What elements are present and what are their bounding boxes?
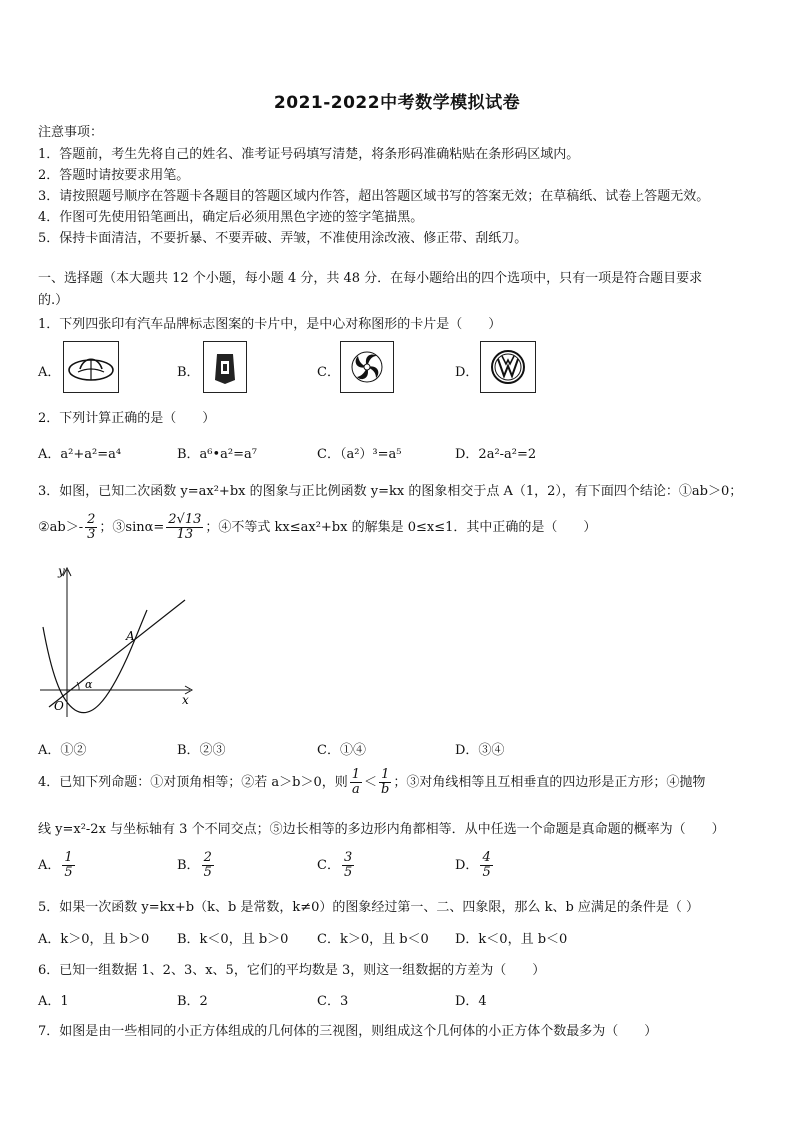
q6-option-d: D．4 (455, 994, 487, 1009)
section-heading: 一、选择题（本大题共 12 个小题，每小题 4 分，共 48 分．在每小题给出的四个选项中，只有一项是符合题目要求 (38, 271, 703, 286)
q3-function-graph (35, 562, 200, 722)
q5-stem: 5．如果一次函数 y=kx+b（k、b 是常数，k≠0）的图象经过第一、二、四象限，那么 k、b 应满足的条件是（ ） (38, 900, 700, 915)
q1-label-d: D． (455, 365, 479, 380)
q3-option-c: C．①④ (317, 743, 366, 758)
q6-option-b: B．2 (177, 994, 208, 1009)
q3-fraction-1: $\frac{2}{3}$ (87, 512, 96, 542)
q3-text: ；③sinα= (99, 520, 165, 535)
q3-fraction-2: $\frac{2√13}{13}$ (168, 512, 202, 542)
q3-text: ；④不等式 kx≤ax²+bx 的解集是 0≤x≤1．其中正确的是（ ） (205, 520, 597, 535)
notice-item: 4．作图可先使用铅笔画出，确定后必须用黑色字迹的签字笔描黑。 (38, 210, 424, 225)
q7-stem: 7．如图是由一些相同的小正方体组成的几何体的三视图，则组成这个几何体的小正方体个数最多为（ ） (38, 1024, 658, 1039)
q2-option-b: B．a⁶•a²=a⁷ (177, 447, 257, 462)
exam-title: 2021-2022中考数学模拟试卷 (273, 93, 521, 113)
q3-line2 (38, 513, 596, 543)
q1-label-a: A． (38, 365, 61, 380)
graph-point-a-label: A (126, 629, 135, 643)
q4-fraction-1: $\frac{1}{a}$ (351, 767, 361, 797)
q2-option-c: C．（a²）³=a⁵ (317, 447, 402, 462)
q3-option-d: D．③④ (455, 743, 505, 758)
q1-label-b: B． (177, 365, 200, 380)
q4-option-c: C． $\frac{3}{5}$ (317, 850, 353, 880)
q4-fraction-2: $\frac{1}{b}$ (381, 767, 390, 797)
q6-option-c: C．3 (317, 994, 349, 1009)
notice-item: 3．请按照题号顺序在答题卡各题目的答题区域内作答，超出答题区域书写的答案无效；在草稿纸、试卷上答题无效。 (38, 189, 710, 204)
q4-option-b: B． $\frac{2}{5}$ (177, 850, 212, 880)
notice-item: 5．保持卡面清洁，不要折暴、不要弄破、弄皱，不准使用涂改液、修正带、刮纸刀。 (38, 231, 528, 246)
car-logo-a-icon (63, 341, 119, 393)
q1-stem: 1．下列四张印有汽车品牌标志图案的卡片中，是中心对称图形的卡片是（ ） (38, 317, 502, 332)
notice-item: 1．答题前，考生先将自己的姓名、准考证号码填写清楚，将条形码准确粘贴在条形码区域内。 (38, 147, 580, 162)
q5-option-c: C．k＞0，且 b＜0 (317, 932, 429, 947)
q3-text: ②ab＞- (38, 520, 84, 535)
q2-option-d: D．2a²-a²=2 (455, 447, 537, 462)
car-logo-c-icon (340, 341, 394, 393)
car-logo-b-icon (203, 341, 247, 393)
q4-line1 (38, 766, 705, 800)
notice-item: 2．答题时请按要求用笔。 (38, 168, 190, 183)
q4-option-a: A． $\frac{1}{5}$ (38, 850, 73, 880)
q3-option-a: A．①② (38, 743, 87, 758)
graph-origin-label: O (54, 699, 64, 713)
q2-stem: 2．下列计算正确的是（ ） (38, 411, 216, 426)
q3-option-b: B．②③ (177, 743, 226, 758)
section-heading-cont: 的.） (38, 293, 69, 308)
q2-option-a: A．a²+a²=a⁴ (38, 447, 122, 462)
q4-text: ；③对角线相等且互相垂直的四边形是正方形；④抛物 (393, 775, 706, 790)
q6-stem: 6．已知一组数据 1、2、3、x、5，它们的平均数是 3，则这一组数据的方差为（ ） (38, 963, 546, 978)
q4-text: ＜ (364, 775, 378, 790)
q5-option-a: A．k＞0，且 b＞0 (38, 932, 150, 947)
graph-y-label: y (58, 564, 65, 578)
q5-option-d: D．k＜0，且 b＜0 (455, 932, 568, 947)
q4-line2: 线 y=x²-2x 与坐标轴有 3 个不同交点；⑤边长相等的多边形内角都相等．从中任选一个命题是真命题的概率为（ ） (38, 822, 725, 837)
graph-alpha-label: α (85, 678, 93, 691)
q4-text: 4．已知下列命题：①对顶角相等；②若 a＞b＞0，则 (38, 775, 348, 790)
q5-option-b: B．k＜0，且 b＞0 (177, 932, 289, 947)
q6-option-a: A．1 (38, 994, 69, 1009)
car-logo-d-icon (480, 341, 536, 393)
graph-x-label: x (182, 693, 189, 707)
notice-heading: 注意事项： (38, 125, 104, 140)
q1-label-c: C． (317, 365, 340, 380)
q4-option-d: D． $\frac{4}{5}$ (455, 850, 491, 880)
q3-line1: 3．如图，已知二次函数 y=ax²+bx 的图象与正比例函数 y=kx 的图象相交于点 A（1，2），有下面四个结论：①ab＞0； (38, 484, 743, 499)
